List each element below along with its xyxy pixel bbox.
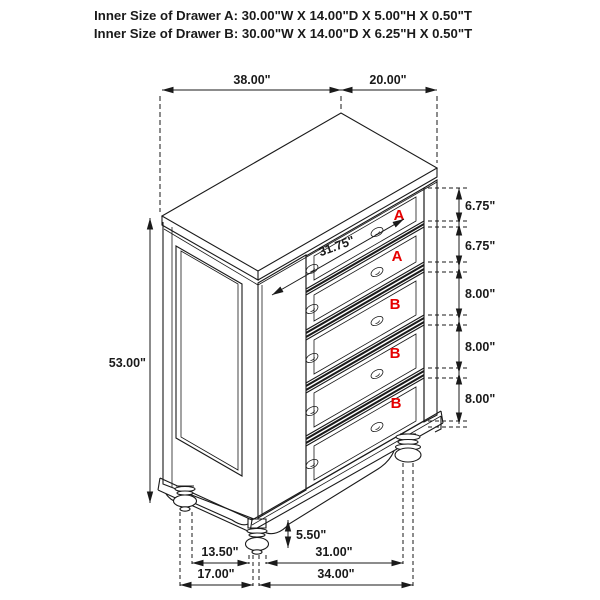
drawer-a-size-text: Inner Size of Drawer A: 30.00"W X 14.00"D X 5.00"H X 0.50"T (94, 8, 472, 23)
leg-bun (246, 538, 269, 551)
drawer-height-label-4: 8.00" (465, 340, 496, 354)
drawer-height-label-3: 8.00" (465, 287, 496, 301)
drawer-height-label-5: 8.00" (465, 392, 496, 406)
leg-spacing-front-label: 31.00" (315, 545, 353, 559)
top-depth-label: 20.00" (369, 73, 407, 87)
drawer-type-label: A (391, 248, 403, 265)
drawer-height-label-1: 6.75" (465, 199, 496, 213)
drawer-type-label: A (393, 207, 405, 224)
drawer-type-label: B (390, 395, 402, 412)
overall-width-label: 34.00" (317, 567, 355, 581)
leg-bun (174, 495, 197, 507)
top-width-label: 38.00" (233, 73, 271, 87)
drawer-type-label: B (389, 345, 401, 362)
drawer-type-label: B (389, 296, 401, 313)
leg-height-label: 5.50" (296, 528, 327, 542)
leg-spacing-side-label: 13.50" (201, 545, 239, 559)
drawer-height-label-2: 6.75" (465, 239, 496, 253)
leg-tip (180, 507, 190, 511)
overall-depth-label: 17.00" (197, 567, 235, 581)
leg-bun (395, 448, 421, 462)
leg-tip (252, 550, 262, 554)
front-right-leg (395, 434, 421, 462)
leg-ring (177, 491, 193, 495)
overall-height-label: 53.00" (108, 356, 146, 370)
drawer-b-size-text: Inner Size of Drawer B: 30.00"W X 14.00"D X 6.25"H X 0.50"T (93, 26, 473, 41)
drawer-width-label: 31.75" (316, 233, 357, 260)
leg-ring (249, 533, 265, 537)
